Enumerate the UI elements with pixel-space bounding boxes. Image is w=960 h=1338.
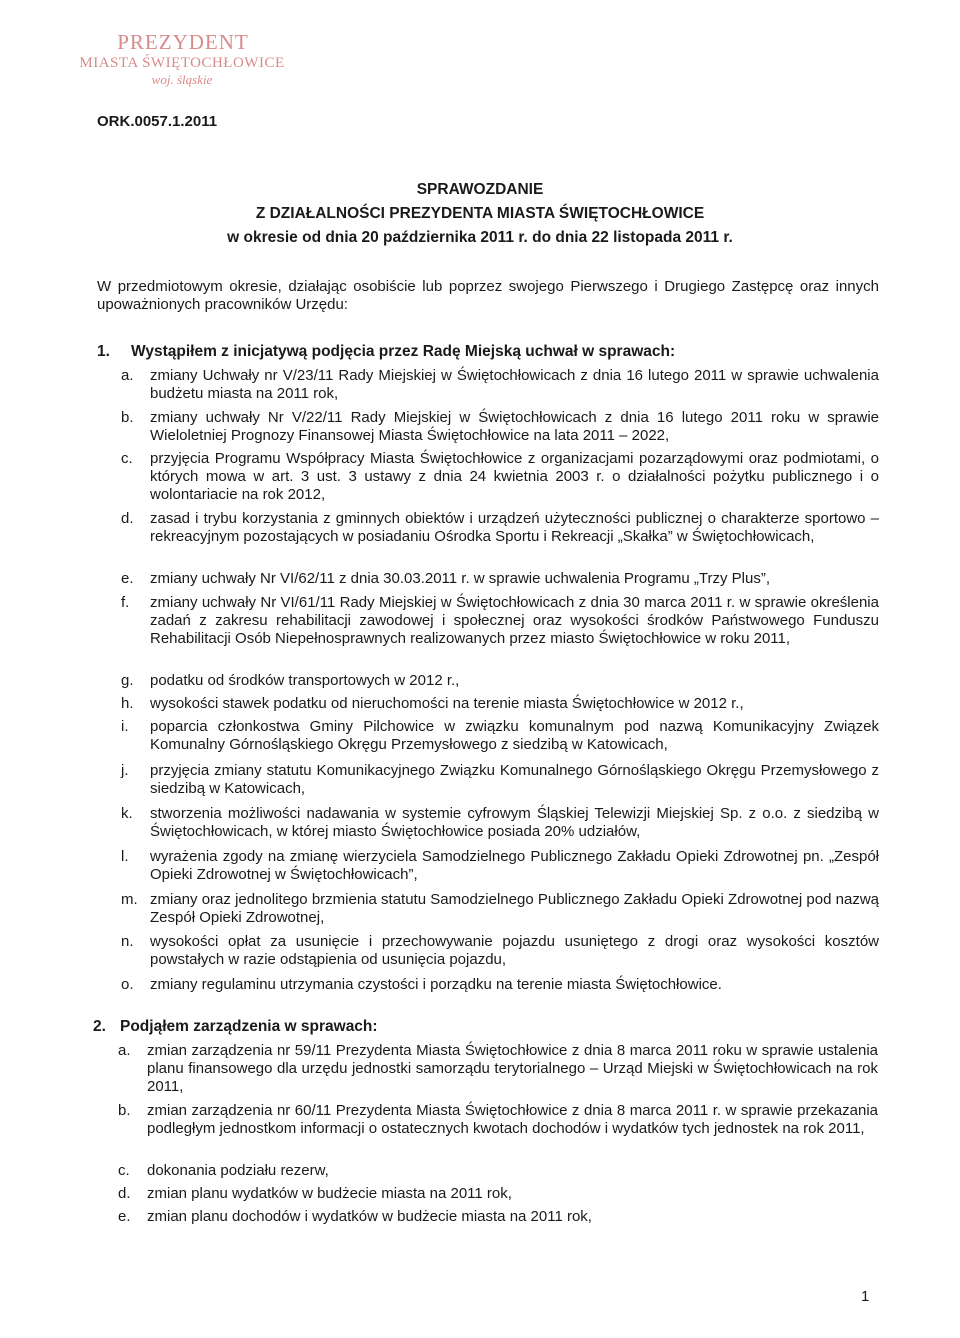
section-1-number: 1.: [97, 343, 110, 360]
document-title: SPRAWOZDANIE: [416, 181, 544, 198]
letterhead-stamp: [62, 30, 302, 88]
letterhead-title: PREZYDENT: [117, 30, 249, 54]
reference-number: ORK.0057.1.2011: [97, 113, 218, 130]
document-period: w okresie od dnia 20 października 2011 r. do dnia 22 listopada 2011 r.: [227, 229, 733, 246]
letterhead-city: MIASTA ŚWIĘTOCHŁOWICE: [79, 55, 285, 71]
section-1-heading: Wystąpiłem z inicjatywą podjęcia przez Radę Miejską uchwał w sprawach:: [131, 343, 676, 360]
page-number: 1: [861, 1288, 870, 1305]
letterhead-region: woj. śląskie: [151, 72, 213, 87]
section-2-heading: Podjąłem zarządzenia w sprawach:: [120, 1018, 378, 1035]
document-subtitle: Z DZIAŁALNOŚCI PREZYDENTA MIASTA ŚWIĘTOCHŁOWICE: [255, 205, 705, 222]
section-2-number: 2.: [93, 1018, 106, 1035]
intro-paragraph: W przedmiotowym okresie, działając osobiście lub poprzez swojego Pierwszego i Drugiego Zastępcę oraz innych upoważnionych pracowników Urzędu:: [97, 278, 879, 313]
